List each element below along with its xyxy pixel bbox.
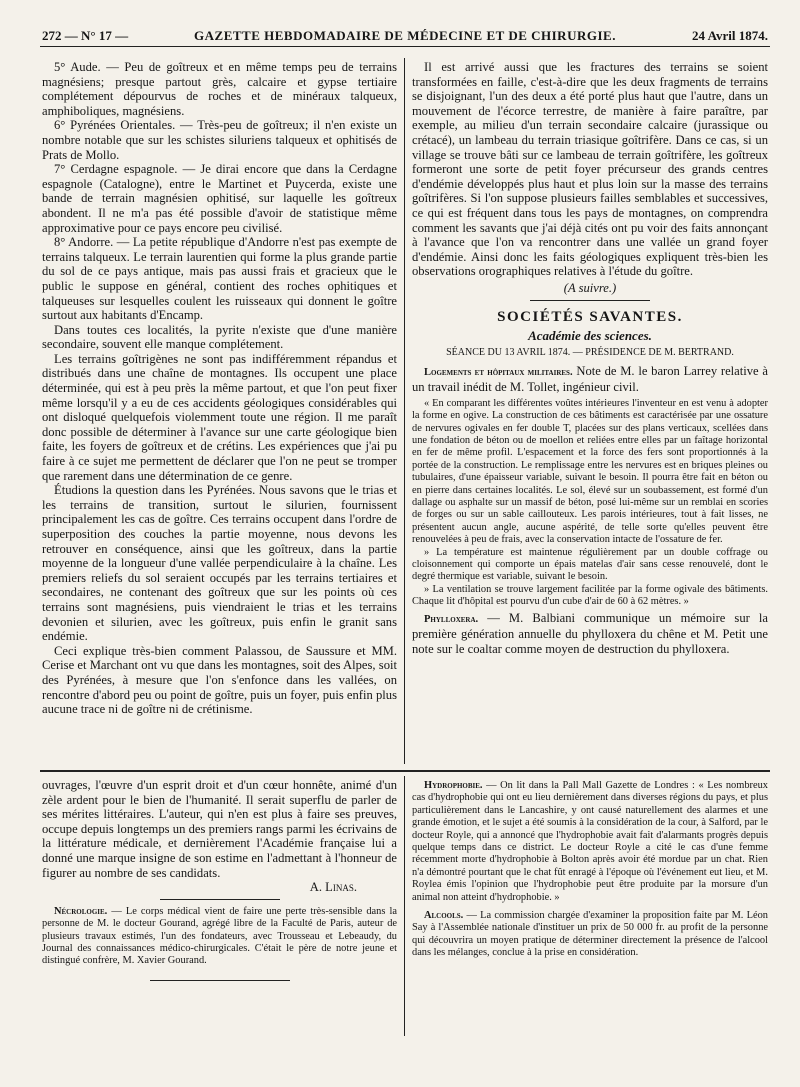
pyrite-paragraph: Dans toutes ces localités, la pyrite n'existe que d'une manière secondaire, souvent elle manque complétement. [42,322,397,352]
journal-title: GAZETTE HEBDOMADAIRE DE MÉDECINE ET DE CHIRURGIE. [194,28,616,43]
quote-paragraph-3: » La ventilation se trouve largement facilitée par la forme ogivale des bâtiments. Chaque lit d'hôpital est pourvu d'un cube d'air de 60 à 62 mètres. » [412,583,768,608]
to-be-continued: (A suivre.) [563,280,617,295]
column-divider-bottom [404,776,405,1036]
section-rule [530,300,650,301]
quote-paragraph-1: « En comparant les différentes voûtes intérieures l'inventeur en est venu à adopter la forme en ogive. La construction de ces bâtiments est caractérisée par une ossature de nervures ogivales en fer double T, placées sur des plans verticaux, scellées dans une fondation de béton ou de moellon et reliées entre elles par un faîtage horizontal en fer de même profil. L'espacement et la force des fers sont proportionnés à la portée de la construction. Le remplissage entre les nervures est en briques pleines ou tubulaires, d'une épaisseur variable, suivant le besoin. Il pourra être fait en béton ou en pierre dans certaines localités. Le sol, élevé sur un soubassement, est formé d'un dallage ou asphalte sur un massif de béton, posé lui-même sur un remblai en scories de forges ou sur un sable caillouteux. Les parois intérieures, tout à fait lisses, ne présentent aucun angle, aucune aspérité, de telle sorte qu'elles peuvent être renouvelées à peu de frais, avec la conservation intacte de l'ossature de fer. [412,397,768,546]
linas-paragraph: ouvrages, l'œuvre d'un esprit droit et d'un cœur honnête, animé d'un zèle ardent pour le bien de l'humanité. Il serait superflu de parler de ses mérites littéraires. L'auteur, qui n'en est plus à faire ses preuves, occupe depuis longtemps un des premiers rangs parmi les écrivains de la littérature médicale, et dernièrement l'Académie française lui a donné une marque insigne de son estime en l'admettant à l'honneur de figurer au nombre de ses candidats. [42,778,397,880]
logements-text: Note de M. le baron Larrey relative à un travail inédit de M. Tollet, ingénieur civil. [412,363,768,395]
alcools-text: — La commission chargée d'examiner la proposition faite par M. Léon Say à l'Assemblée nationale d'instituer un prix de 50 000 fr. au profit de la personne qui découvrira un moyen pratique de déterminer directement la présence de l'alcool dans les mélanges, conclue à la prise en considération. [412,910,768,959]
pyrenees-paragraph: Étudions la question dans les Pyrénées. Nous savons que le trias et les terrains de transition, surtout le silurien, fournissent principalement les cas de goître. Ces terrains occupent dans l'ordre de superposition des couches la partie moyenne, nous devons les retrouver en conséquence, ainsi que les goîtreux, dans la partie moyenne de la longueur d'une vallée perpendiculaire à la chaîne. Les premiers reliefs du sol seraient occupés par les terrains tertiaires et secondaires, ne contenant des goîtreux que sur les points où ces terrains sont magnésiens, puis viendraient le trias et les terrains devonien et silurien, avec les goîtreux, puis enfin le granit sans endémie. [42,483,397,644]
page-number-and-issue: 272 — N° 17 — [42,28,129,43]
left-column-top [42,60,397,760]
alcools-lead: Alcools. [424,910,464,922]
bottom-rule [150,980,290,981]
necrologie-paragraph [42,906,397,968]
column-divider-top [404,58,405,764]
necrologie-text: — Le corps médical vient de faire une perte très-sensible dans la personne de M. le docteur Gourand, agrégé libre de la Faculté de Paris, auteur de plusieurs travaux estimés, l'un des fondateurs, avec Trousseau et Lebeaudy, du Journal des connaissances médico-chirurgicales. C'était le père de notre jeune et distingué confrère, M. Xavier Gourand. [42,905,397,967]
academy-heading: Académie des sciences. [528,327,652,343]
alcools-paragraph [412,910,768,960]
pyrenees-orientales-paragraph: 6° Pyrénées Orientales. — Très-peu de goîtreux; il n'en existe un nombre notable que sur les schistes siluriens talqueux et ophitisés de Prats de Mollo. [42,118,397,162]
quote-paragraph-2: » La température est maintenue régulièrement par un double coffrage ou cloisonnement qui comporte un épais matelas d'air sans cesse renouvelé, dont le degré thermique est variable, suivant le besoin. [412,546,768,583]
terrains-paragraph: Les terrains goîtrigènes ne sont pas indifféremment répandus et distribués dans une chaîne de montagnes. Ils occupent une place déterminée, qui est à peu près la même partout, et que l'on peut fixer même lorsqu'il y a eu de ces accidents géologiques considérables qui ont disloqué quelquefois violemment toute une région. Il me paraît donc possible de déterminer à l'avance sur une carte géologique bien faite, les foyers de goîtreux et de crétins. Les expériences que j'ai pu faire à ce sujet me permettent de déclarer que l'on ne peut se tromper que rarement dans une détermination de ce genre. [42,351,397,483]
necrologie-lead: Nécrologie. [54,905,108,917]
phylloxera-lead: Phylloxera. [424,613,479,625]
issue-date: 24 Avril 1874. [692,28,768,43]
logements-paragraph [412,364,768,395]
logements-lead: Logements et hôpitaux militaires. [424,366,573,378]
horizontal-divider [40,770,770,772]
hydrophobie-paragraph [412,780,768,904]
cerdagne-paragraph: 7° Cerdagne espagnole. — Je dirai encore que dans la Cerdagne espagnole (Catalogne), entre le Martinet et Puycerda, existe une bande de terrain magnésien ophitisé, sur laquelle les goîtreux abondent. Il ne m'a pas été possible d'avoir de statistique même approximative pour ce pays encore peu civilisé. [42,162,397,235]
session-line: SÉANCE DU 13 AVRIL 1874. — PRÉSIDENCE DE M. BERTRAND. [446,346,734,358]
aude-paragraph: 5° Aude. — Peu de goîtreux et en même temps peu de terrains magnésiens; presque partout grès, calcaire et gypse tertiaire complétement dépourvus de roches et de minéraux talqueux, amphiboliques, magnésiens. [42,60,397,118]
hydrophobie-text: — On lit dans la Pall Mall Gazette de Londres : « Les nombreux cas d'hydrophobie qui ont eu lieu dernièrement dans diverses régions du pays, et plus particulièrement dans le Lancashire, y ont causé naturellement des alarmes et une grande émotion, et le sujet a été soumis à la considération de la cour, à Salford, par le docteur Royle, qui a annoncé que l'hydrophobie avait fait d'alarmants progrès depuis quelque temps dans ce district. Le docteur Royle a cité le cas d'une femme récemment morte d'hydrophobie à Bolton après avoir été mordue par un chat. Rien n'a démontré pourtant que le chat fût enragé à l'époque où l'événement eut lieu, et M. Roylea émis l'opinion que l'hydrophobie peut être produite par la morsure d'un animal non atteint d'hydrophobie. » [412,780,768,903]
signature: A. Linas. [309,880,357,895]
failles-paragraph: Il est arrivé aussi que les fractures des terrains se soient transformées en faille, c'est-à-dire que les deux fragments de terrains se disjoignant, l'un des deux a été porté plus haut que l'autre, dans un mouvement de l'écorce terrestre, de manière à faire paraître, par exemple, au milieu d'un terrain secondaire calcaire (jurassique ou crétacé), un lambeau du terrain triasique goîtrifère. Dans ce cas, si un village se trouve bâti sur ce lambeau de terrain goîtrifère, les goîtreux formeront une sorte de petit foyer précurseur des grands centres d'endémie développés plus haut et plus loin sur la masse des terrains goîtrifères. Si l'on suppose plusieurs failles semblables et successives, ce qui est fréquent dans tous les pays de montagnes, on comprendra comment les savants que j'ai déjà cités ont pu voir des faits annonçant à l'avance que l'on va rencontrer dans une vallée un grand foyer d'endémie. Ainsi donc les faits géologiques expliquent très-bien les observations orographiques relatives à l'étude du goître. [412,60,768,279]
right-column-top [412,60,768,760]
left-column-bottom [42,778,397,1078]
page-header [40,28,770,47]
phylloxera-text: — M. Balbiani communique un mémoire sur la première génération annuelle du phylloxera du chêne et M. Petit une note sur le coaltar comme moyen de destruction du phylloxera. [412,610,768,656]
andorre-paragraph: 8° Andorre. — La petite république d'Andorre n'est pas exempte de terrains talqueux. Le terrain laurentien qui forme la plus grande partie du sol de ce pays antique, mais pas aussi frais et gracieux que le public le suppose en général, contient des roches ophitiques et talqueuses sur lesquelles coulent les ruisseaux qui donnent le goître surtout aux habitants d'Encamp. [42,235,397,323]
palassou-paragraph: Ceci explique très-bien comment Palassou, de Saussure et MM. Cerise et Marchant ont vu que dans les montagnes, soit des Alpes, soit des Pyrénées, à mesure que l'on s'enfonce dans les vallées, on rencontre d'abord peu ou point de goître, puis un foyer, puis enfin plus aucune trace ni de goître ni de crétinisme. [42,643,397,717]
signature-rule [160,899,280,900]
phylloxera-paragraph [412,611,768,657]
section-title: SOCIÉTÉS SAVANTES. [497,308,683,325]
hydrophobie-lead: Hydrophobie. [424,780,483,791]
right-column-bottom [412,780,768,1080]
